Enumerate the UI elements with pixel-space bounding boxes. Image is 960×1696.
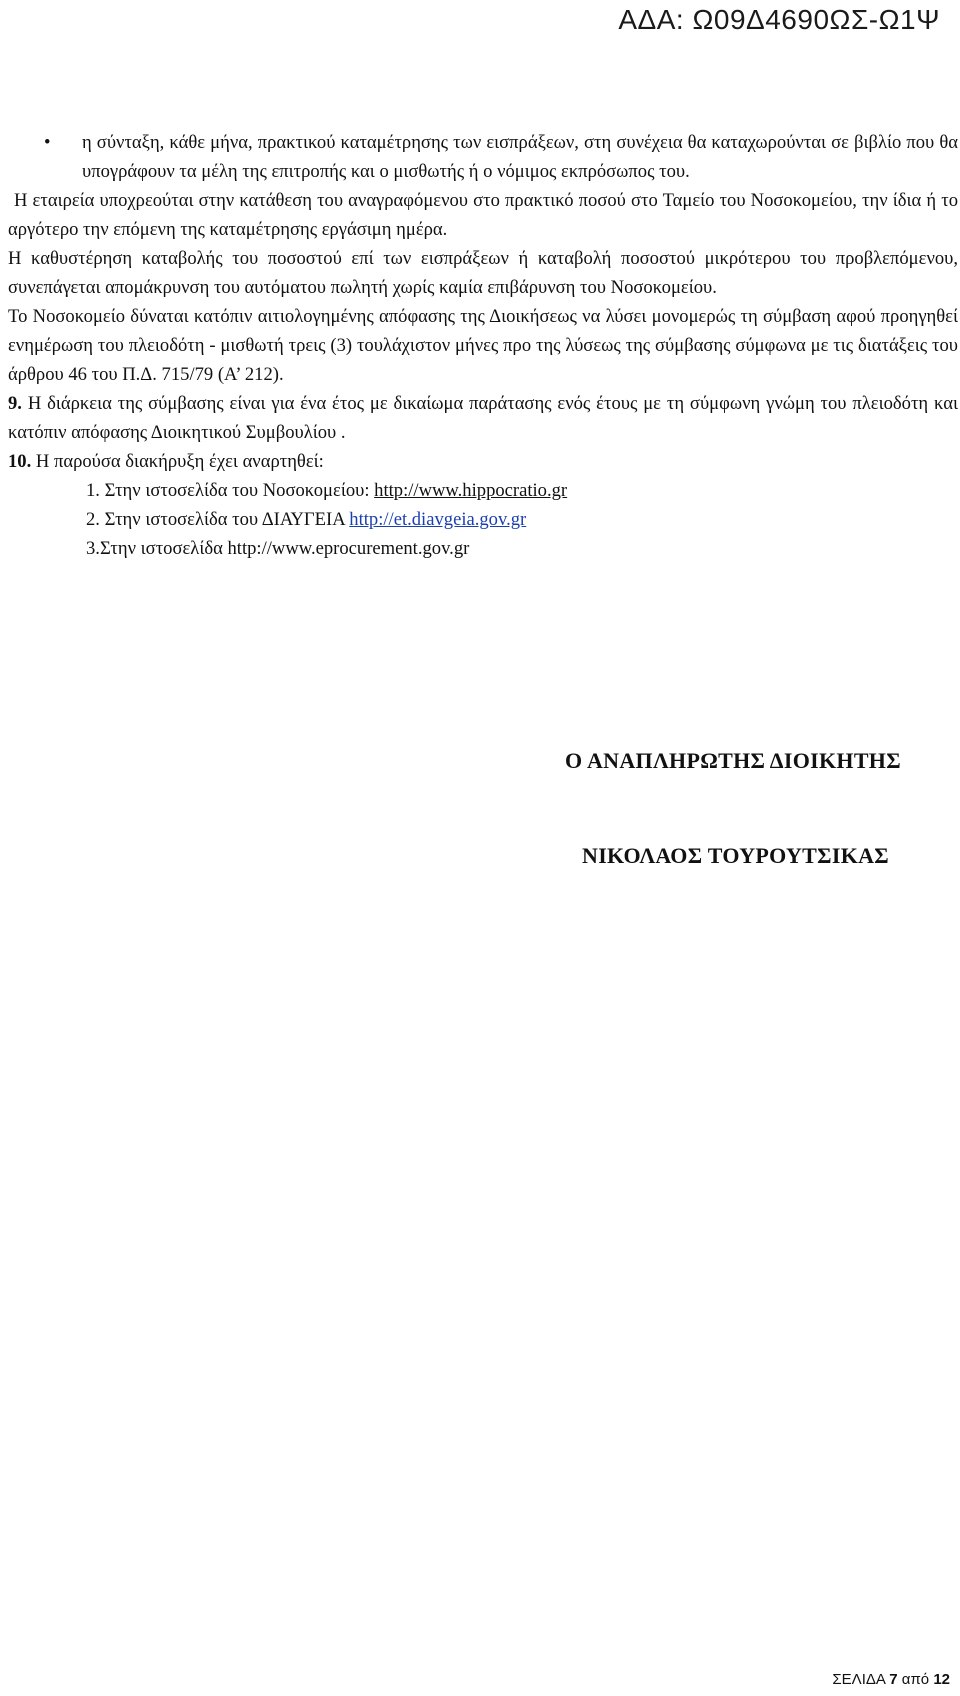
link-hippocratio[interactable]: http://www.hippocratio.gr <box>374 480 568 501</box>
footer-page: 7 <box>889 1671 898 1688</box>
signature-title: Ο ΑΝΑΠΛΗΡΩΤΗΣ ΔΙΟΙΚΗΤΗΣ <box>565 748 901 773</box>
paragraph-text: Η παρούσα διακήρυξη έχει αναρτηθεί: <box>31 451 324 472</box>
footer-total: 12 <box>933 1671 950 1688</box>
footer-of: από <box>901 1671 930 1688</box>
link-item-hospital: 1. Στην ιστοσελίδα του Νοσοκομείου: http://www.hippocratio.gr <box>86 480 568 501</box>
paragraph-publication <box>8 447 958 476</box>
page-footer <box>832 1671 950 1688</box>
paragraph-number: 9. <box>8 393 22 414</box>
paragraph-text: Η διάρκεια της σύμβασης είναι για ένα έτος με δικαίωμα παράτασης ενός έτους με τη σύμφωνη γνώμη του πλειοδότη και κατόπιν απόφασης Διοικητικού Συμβουλίου . <box>8 393 958 443</box>
paragraph-duration <box>8 389 958 447</box>
footer-label: ΣΕΛΙΔΑ <box>832 1671 886 1688</box>
link-diavgeia[interactable]: http://et.diavgeia.gov.gr <box>349 509 527 530</box>
link-item-diavgeia: 2. Στην ιστοσελίδα του ΔΙΑΥΓΕΙΑ http://et.diavgeia.gov.gr <box>86 509 527 530</box>
signature-name: ΝΙΚΟΛΑΟΣ ΤΟΥΡΟΥΤΣΙΚΑΣ <box>582 843 889 868</box>
paragraph-number: 10. <box>8 451 32 472</box>
bullet-item <box>8 128 958 186</box>
paragraph-delay: Η καθυστέρηση καταβολής του ποσοστού επί των εισπράξεων ή καταβολή ποσοστού μικρότερου του προβλεπόμενου, συνεπάγεται απομάκρυνση του αυτόματου πωλητή χωρίς καμία επιβάρυνση του Νοσοκομείου. <box>8 248 958 298</box>
bullet-text: η σύνταξη, κάθε μήνα, πρακτικού καταμέτρησης των εισπράξεων, στη συνέχεια θα καταχωρούνται σε βιβλίο που θα υπογράφουν τα μέλη της επιτροπής και ο μισθωτής ή ο νόμιμος εκπρόσωπος του. <box>82 132 958 182</box>
bullet-dot-icon: • <box>44 132 51 153</box>
paragraph-deposit: Η εταιρεία υποχρεούται στην κατάθεση του αναγραφόμενου στο πρακτικό ποσού στο Ταμείο του Νοσοκομείου, την ίδια ή το αργότερο την επόμενη της καταμέτρησης εργάσιμη ημέρα. <box>8 190 958 240</box>
document-body <box>8 128 958 563</box>
link-item-eprocurement: 3.Στην ιστοσελίδα http://www.eprocurement.gov.gr <box>86 538 470 559</box>
ada-header: ΑΔΑ: Ω09Δ4690ΩΣ-Ω1Ψ <box>618 4 940 35</box>
paragraph-termination: Το Νοσοκομείο δύναται κατόπιν αιτιολογημένης απόφασης της Διοικήσεως να λύσει μονομερώς τη σύμβαση αφού προηγηθεί ενημέρωση του πλειοδότη - μισθωτή τρεις (3) τουλάχιστον μήνες προ της λύσεως της σύμβασης σύμφωνα με τις διατάξεις του άρθρου 46 του Π.Δ. 715/79 (Α’ 212). <box>8 306 958 385</box>
publication-links <box>8 476 958 563</box>
link-eprocurement[interactable]: http://www.eprocurement.gov.gr <box>227 538 470 559</box>
